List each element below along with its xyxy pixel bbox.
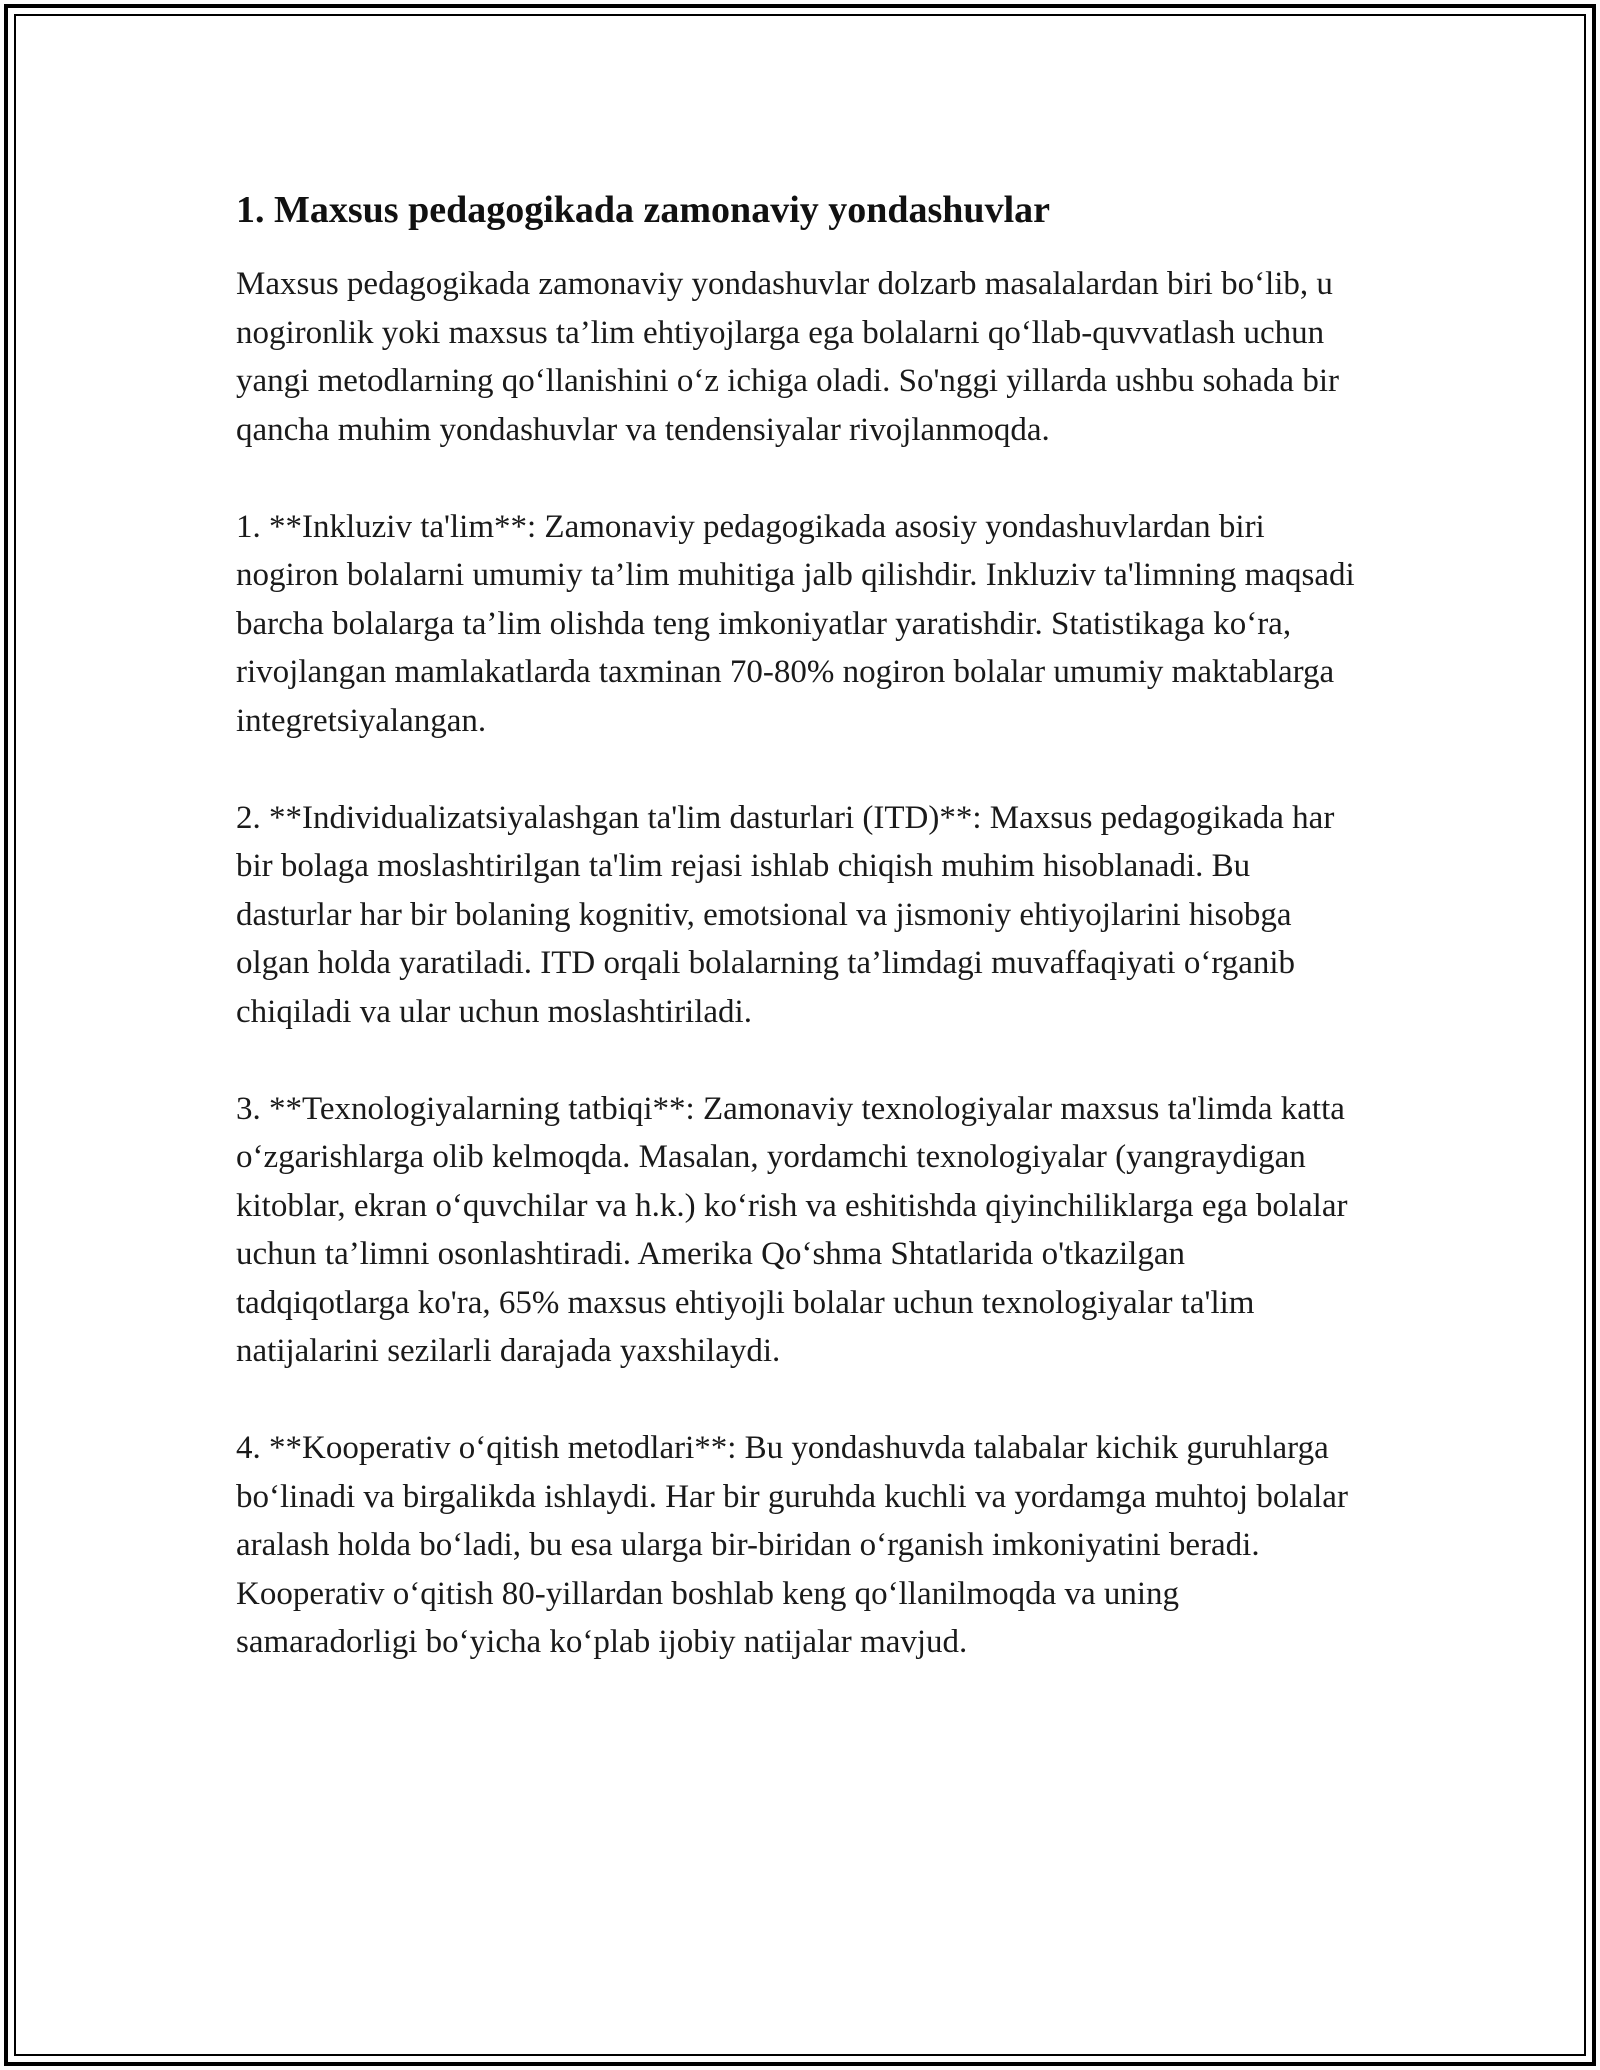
paragraph-inclusive-education: 1. **Inkluziv ta'lim**: Zamonaviy pedagogikada asosiy yondashuvlardan biri nogiron bolalarni umumiy ta’lim muhitiga jalb qilishdir. Inkluziv ta'limning maqsadi barcha bolalarga ta’lim olishda teng imkoniyatlar yaratishdir. Statistikaga ko‘ra, rivojlangan mamlakatlarda taxminan 70-80% nogiron bolalar umumiy maktablarga integretsiyalangan. bbox=[236, 508, 1355, 739]
paragraph-cooperative-learning: 4. **Kooperativ o‘qitish metodlari**: Bu yondashuvda talabalar kichik guruhlarga bo‘linadi va birgalikda ishlaydi. Har bir guruhda kuchli va yordamga muhtoj bolalar aralash holda bo‘ladi, bu esa ularga bir-biridan o‘rganish imkoniyatini beradi. Kooperativ o‘qitish 80-yillardan boshlab keng qo‘llanilmoqda va uning samaradorligi bo‘yicha ko‘plab ijobiy natijalar mavjud. bbox=[236, 1430, 1348, 1660]
paragraph-technology: 3. **Texnologiyalarning tatbiqi**: Zamonaviy texnologiyalar maxsus ta'limda katta o‘zgarishlarga olib kelmoqda. Masalan, yordamchi texnologiyalar (yangraydigan kitoblar, ekran o‘quvchilar va h.k.) ko‘rish va eshitishda qiyinchiliklarga ega bolalar uchun ta’limni osonlashtiradi. Amerika Qo‘shma Shtatlarida o'tkazilgan tadqiqotlarga ko'ra, 65% maxsus ehtiyojli bolalar uchun texnologiyalar ta'lim natijalarini sezilarli darajada yaxshilaydi. bbox=[236, 1090, 1348, 1369]
document-body bbox=[236, 186, 1366, 1715]
section-heading: 1. Maxsus pedagogikada zamonaviy yondashuvlar bbox=[236, 189, 1050, 231]
paragraph-individualized-programs: 2. **Individualizatsiyalashgan ta'lim dasturlari (ITD)**: Maxsus pedagogikada har bir bolaga moslashtirilgan ta'lim rejasi ishlab chiqish muhim hisoblanadi. Bu dasturlar har bir bolaning kognitiv, emotsional va jismoniy ehtiyojlarini hisobga olgan holda yaratiladi. ITD orqali bolalarning ta’limdagi muvaffaqiyati o‘rganib chiqiladi va ular uchun moslashtiriladi. bbox=[236, 799, 1335, 1030]
intro-paragraph: Maxsus pedagogikada zamonaviy yondashuvlar dolzarb masalalardan biri bo‘lib, u nogironlik yoki maxsus ta’lim ehtiyojlarga ega bolalarni qo‘llab-quvvatlash uchun yangi metodlarning qo‘llanishini o‘z ichiga oladi. So'nggi yillarda ushbu sohada bir qancha muhim yondashuvlar va tendensiyalar rivojlanmoqda. bbox=[236, 266, 1339, 448]
